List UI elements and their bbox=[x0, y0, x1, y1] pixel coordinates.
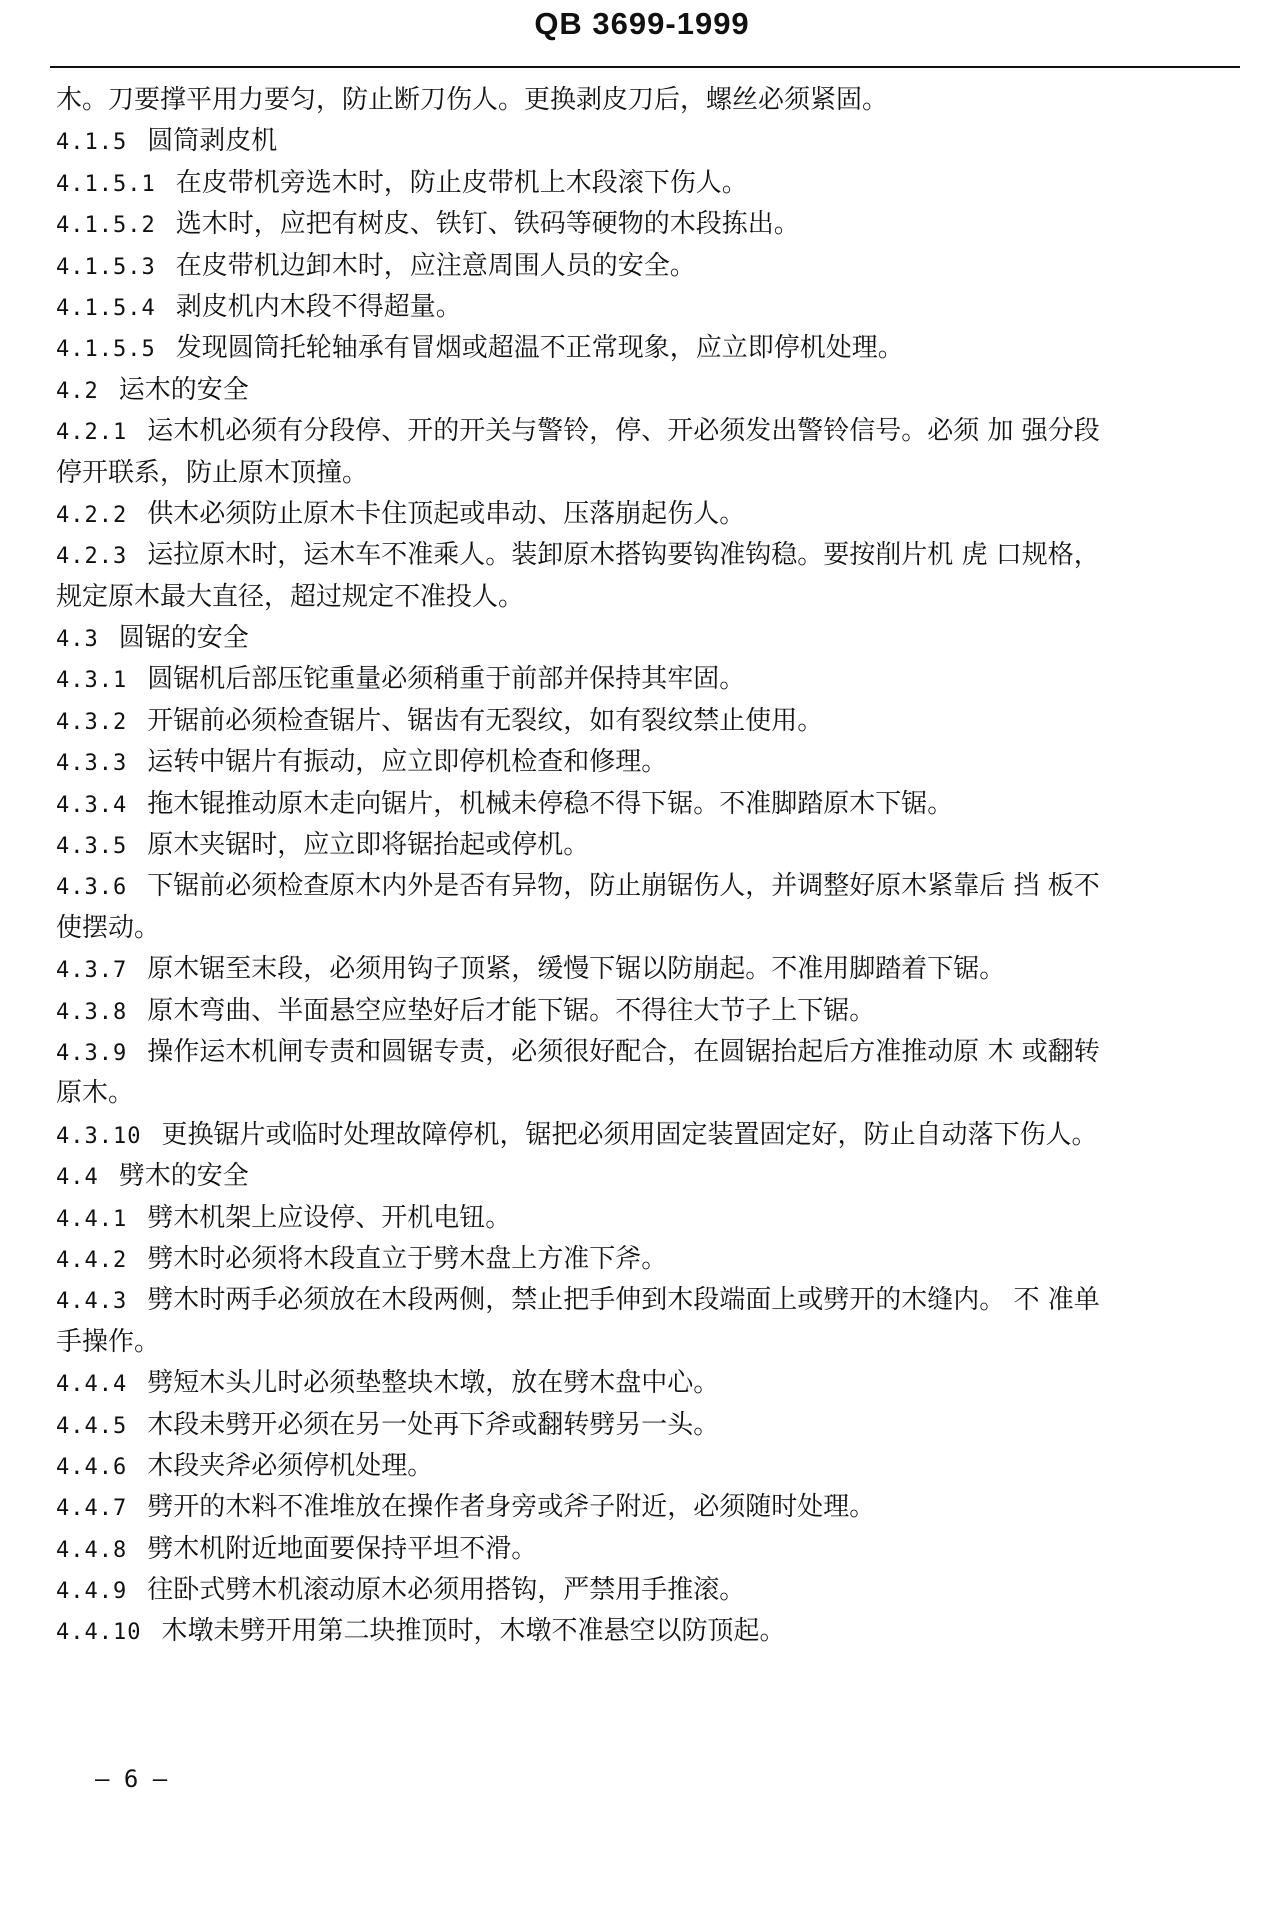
clause-text: 供木必须防止原木卡住顶起或串动、压落崩起伤人。 bbox=[147, 498, 746, 529]
clause-line bbox=[56, 949, 1240, 990]
clause-line bbox=[56, 1198, 1240, 1239]
clause-number: 4.2.3 bbox=[56, 544, 128, 570]
clause-number: 4.4.10 bbox=[56, 1620, 142, 1646]
clause-text: 劈木机架上应设停、开机电钮。 bbox=[147, 1202, 512, 1233]
clause-text: 在皮带机旁选木时，防止皮带机上木段滚下伤人。 bbox=[175, 167, 748, 198]
clause-line bbox=[56, 1446, 1240, 1487]
clause-number: 4.3.6 bbox=[56, 875, 128, 901]
clause-line bbox=[56, 1487, 1240, 1528]
clause-line bbox=[56, 535, 1240, 576]
clause-line bbox=[56, 370, 1240, 411]
clause-number: 4.3.5 bbox=[56, 834, 128, 860]
clause-text: 原木。 bbox=[56, 1078, 135, 1109]
clause-line bbox=[56, 1405, 1240, 1446]
clause-number: 4.3.2 bbox=[56, 709, 128, 735]
clause-text: 劈短木头儿时必须垫整块木墩，放在劈木盘中心。 bbox=[147, 1368, 720, 1399]
clause-number: 4.4.5 bbox=[56, 1413, 128, 1439]
clause-number: 4.1.5.2 bbox=[56, 213, 156, 239]
clause-number: 4.1.5.3 bbox=[56, 254, 156, 280]
clause-text: 往卧式劈木机滚动原木必须用搭钩，严禁用手推滚。 bbox=[147, 1575, 746, 1606]
continuation-line bbox=[56, 1322, 1240, 1363]
clause-line bbox=[56, 618, 1240, 659]
clause-number: 4.4.1 bbox=[56, 1206, 128, 1232]
continuation-line bbox=[56, 577, 1240, 618]
clause-number: 4.1.5.4 bbox=[56, 295, 156, 321]
clause-text: 木段未劈开必须在另一处再下斧或翻转劈另一头。 bbox=[147, 1409, 720, 1440]
clause-line bbox=[56, 825, 1240, 866]
clause-line bbox=[56, 991, 1240, 1032]
clause-number: 4.4.4 bbox=[56, 1372, 128, 1398]
page-number: — 6 — bbox=[95, 1765, 168, 1793]
clause-number: 4.3.7 bbox=[56, 958, 128, 984]
clause-number: 4.3.9 bbox=[56, 1040, 128, 1066]
clause-line bbox=[56, 163, 1240, 204]
clause-text: 运转中锯片有振动，应立即停机检查和修理。 bbox=[147, 747, 668, 778]
clause-line bbox=[56, 1115, 1240, 1156]
clause-number: 4.2 bbox=[56, 378, 99, 404]
clause-line bbox=[56, 866, 1240, 907]
clause-line bbox=[56, 701, 1240, 742]
clause-text: 运拉原木时，运木车不准乘人。装卸原木搭钩要钩准钩稳。要按削片机 虎 口规格， bbox=[147, 540, 1100, 571]
clause-text: 原木夹锯时，应立即将锯抬起或停机。 bbox=[147, 830, 590, 861]
clause-number: 4.3.1 bbox=[56, 668, 128, 694]
clause-number: 4.2.1 bbox=[56, 420, 128, 446]
page-header: QB 3699-1999 bbox=[534, 6, 750, 41]
clause-line bbox=[56, 1239, 1240, 1280]
clause-text: 在皮带机边卸木时，应注意周围人员的安全。 bbox=[175, 250, 696, 281]
clause-text: 使摆动。 bbox=[56, 912, 161, 943]
clause-line bbox=[56, 1032, 1240, 1073]
clause-line bbox=[56, 411, 1240, 452]
clause-line bbox=[56, 742, 1240, 783]
clause-text: 圆锯机后部压铊重量必须稍重于前部并保持其牢固。 bbox=[147, 664, 746, 695]
clause-number: 4.4.7 bbox=[56, 1496, 128, 1522]
clause-number: 4.4.2 bbox=[56, 1247, 128, 1273]
clause-text: 劈开的木料不准堆放在操作者身旁或斧子附近，必须随时处理。 bbox=[147, 1492, 876, 1523]
header-rule bbox=[50, 66, 1240, 68]
clause-text: 原木锯至末段，必须用钩子顶紧，缓慢下锯以防崩起。不准用脚踏着下锯。 bbox=[147, 954, 1006, 985]
clause-line bbox=[56, 246, 1240, 287]
clause-number: 4.3.8 bbox=[56, 999, 128, 1025]
clause-text: 木墩未劈开用第二块推顶时，木墩不准悬空以防顶起。 bbox=[161, 1616, 786, 1647]
clause-text: 运木机必须有分段停、开的开关与警铃，停、开必须发出警铃信号。必须 加 强分段 bbox=[147, 416, 1100, 447]
continuation-line bbox=[56, 1073, 1240, 1114]
clause-number: 4.3.10 bbox=[56, 1123, 142, 1149]
clause-text: 手操作。 bbox=[56, 1326, 161, 1357]
clause-text: 劈木的安全 bbox=[118, 1161, 249, 1192]
clause-number: 4.3.3 bbox=[56, 751, 128, 777]
clause-line bbox=[56, 1363, 1240, 1404]
clause-text: 劈木时两手必须放在木段两侧，禁止把手伸到木段端面上或劈开的木缝内。 不 准单 bbox=[147, 1285, 1100, 1316]
clause-text: 选木时，应把有树皮、铁钉、铁码等硬物的木段拣出。 bbox=[175, 209, 800, 240]
clause-number: 4.1.5 bbox=[56, 130, 128, 156]
body-text bbox=[56, 80, 1240, 1653]
clause-line bbox=[56, 1529, 1240, 1570]
clause-number: 4.4 bbox=[56, 1165, 99, 1191]
clause-text: 劈木机附近地面要保持平坦不滑。 bbox=[147, 1533, 538, 1564]
continuation-line bbox=[56, 453, 1240, 494]
clause-text: 剥皮机内木段不得超量。 bbox=[175, 291, 462, 322]
clause-text: 圆筒剥皮机 bbox=[147, 126, 278, 157]
clause-line bbox=[56, 659, 1240, 700]
clause-line bbox=[56, 1611, 1240, 1652]
clause-number: 4.3.4 bbox=[56, 792, 128, 818]
clause-text: 停开联系，防止原木顶撞。 bbox=[56, 457, 369, 488]
clause-number: 4.3 bbox=[56, 627, 99, 653]
clause-line bbox=[56, 328, 1240, 369]
clause-number: 4.4.8 bbox=[56, 1537, 128, 1563]
clause-text: 更换锯片或临时处理故障停机，锯把必须用固定装置固定好，防止自动落下伤人。 bbox=[161, 1119, 1098, 1150]
clause-text: 发现圆筒托轮轴承有冒烟或超温不正常现象，应立即停机处理。 bbox=[175, 333, 904, 364]
clause-text: 木。刀要撑平用力要匀，防止断刀伤人。更换剥皮刀后，螺丝必须紧固。 bbox=[56, 85, 889, 115]
clause-line bbox=[56, 204, 1240, 245]
clause-text: 操作运木机闸专责和圆锯专责，必须很好配合，在圆锯抬起后方准推动原 木 或翻转 bbox=[147, 1036, 1100, 1067]
continuation-line bbox=[56, 80, 1240, 121]
clause-line bbox=[56, 1156, 1240, 1197]
clause-text: 原木弯曲、半面悬空应垫好后才能下锯。不得往大节子上下锯。 bbox=[147, 995, 876, 1026]
clause-text: 劈木时必须将木段直立于劈木盘上方准下斧。 bbox=[147, 1243, 668, 1274]
clause-text: 开锯前必须检查锯片、锯齿有无裂纹，如有裂纹禁止使用。 bbox=[147, 705, 824, 736]
clause-text: 圆锯的安全 bbox=[118, 623, 249, 654]
clause-text: 规定原木最大直径，超过规定不准投人。 bbox=[56, 581, 525, 612]
clause-text: 木段夹斧必须停机处理。 bbox=[147, 1450, 434, 1481]
clause-number: 4.4.9 bbox=[56, 1579, 128, 1605]
clause-line bbox=[56, 287, 1240, 328]
clause-number: 4.4.3 bbox=[56, 1289, 128, 1315]
clause-line bbox=[56, 1570, 1240, 1611]
clause-line bbox=[56, 1280, 1240, 1321]
clause-number: 4.1.5.1 bbox=[56, 171, 156, 197]
clause-text: 拖木锟推动原木走向锯片，机械未停稳不得下锯。不准脚踏原木下锯。 bbox=[147, 788, 954, 819]
clause-number: 4.1.5.5 bbox=[56, 337, 156, 363]
clause-text: 运木的安全 bbox=[118, 374, 249, 405]
clause-number: 4.4.6 bbox=[56, 1454, 128, 1480]
continuation-line bbox=[56, 908, 1240, 949]
clause-line bbox=[56, 121, 1240, 162]
clause-line bbox=[56, 494, 1240, 535]
clause-number: 4.2.2 bbox=[56, 502, 128, 528]
clause-line bbox=[56, 784, 1240, 825]
clause-text: 下锯前必须检查原木内外是否有异物，防止崩锯伤人，并调整好原木紧靠后 挡 板不 bbox=[147, 871, 1100, 902]
